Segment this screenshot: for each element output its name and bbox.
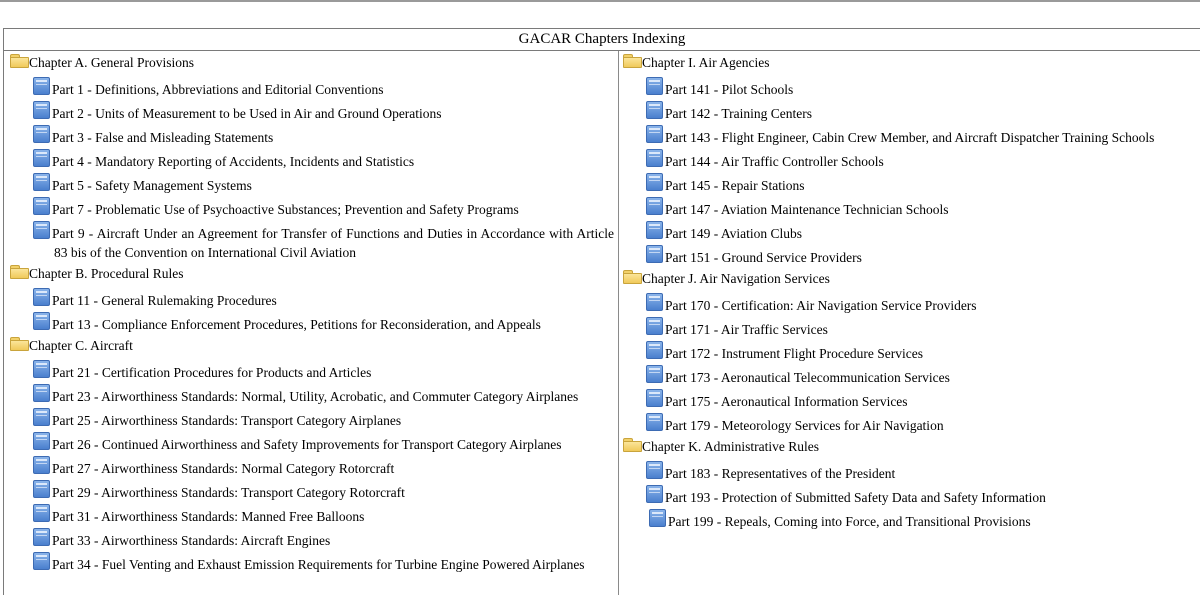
right-column xyxy=(623,51,1200,531)
folder-icon xyxy=(10,54,28,67)
document-icon xyxy=(33,408,50,426)
part-link[interactable] xyxy=(623,291,1200,315)
chapter-title: Chapter A. General Provisions xyxy=(29,55,194,70)
part-title: Part 23 - Airworthiness Standards: Normal, Utility, Acrobatic, and Commuter Category Airplanes xyxy=(52,389,579,404)
part-link[interactable] xyxy=(623,363,1200,387)
document-icon xyxy=(646,293,663,311)
chapter-folder[interactable] xyxy=(623,435,1200,459)
part-link[interactable] xyxy=(623,219,1200,243)
chapter-folder[interactable] xyxy=(623,51,1200,75)
folder-icon xyxy=(10,337,28,350)
part-title: Part 171 - Air Traffic Services xyxy=(665,322,828,337)
part-link[interactable] xyxy=(10,75,614,99)
document-icon xyxy=(33,101,50,119)
part-title: Part 193 - Protection of Submitted Safety Data and Safety Information xyxy=(665,490,1046,505)
document-icon xyxy=(646,149,663,167)
folder-icon xyxy=(623,270,641,283)
part-link[interactable] xyxy=(623,339,1200,363)
column-divider xyxy=(618,51,619,595)
part-link[interactable] xyxy=(10,382,614,406)
part-link[interactable] xyxy=(10,219,614,262)
part-title: Part 27 - Airworthiness Standards: Normal Category Rotorcraft xyxy=(52,461,395,476)
chapter-title: Chapter J. Air Navigation Services xyxy=(642,271,830,286)
chapter-title: Chapter I. Air Agencies xyxy=(642,55,770,70)
part-title: Part 170 - Certification: Air Navigation Service Providers xyxy=(665,298,977,313)
part-title: Part 7 - Problematic Use of Psychoactive Substances; Prevention and Safety Programs xyxy=(52,202,519,217)
part-link[interactable] xyxy=(10,526,614,550)
part-title: Part 31 - Airworthiness Standards: Manned Free Balloons xyxy=(52,509,365,524)
part-link[interactable] xyxy=(10,358,614,382)
part-link[interactable] xyxy=(623,411,1200,435)
part-title: Part 3 - False and Misleading Statements xyxy=(52,130,274,145)
document-icon xyxy=(33,221,50,239)
document-icon xyxy=(33,125,50,143)
part-title: Part 147 - Aviation Maintenance Technician Schools xyxy=(665,202,949,217)
part-link[interactable] xyxy=(623,387,1200,411)
part-link[interactable] xyxy=(10,147,614,171)
document-icon xyxy=(646,245,663,263)
left-column xyxy=(10,51,614,574)
part-link[interactable] xyxy=(623,195,1200,219)
part-link[interactable] xyxy=(10,454,614,478)
document-icon xyxy=(646,173,663,191)
part-title: Part 179 - Meteorology Services for Air Navigation xyxy=(665,418,944,433)
document-icon xyxy=(646,77,663,95)
part-link[interactable] xyxy=(623,243,1200,267)
part-link[interactable] xyxy=(623,507,1200,531)
part-link[interactable] xyxy=(10,502,614,526)
part-title: Part 5 - Safety Management Systems xyxy=(52,178,252,193)
document-icon xyxy=(33,312,50,330)
part-link[interactable] xyxy=(10,123,614,147)
part-title: Part 11 - General Rulemaking Procedures xyxy=(52,293,277,308)
part-link[interactable] xyxy=(623,123,1200,147)
part-link[interactable] xyxy=(10,430,614,454)
part-title: Part 142 - Training Centers xyxy=(665,106,812,121)
part-link[interactable] xyxy=(10,171,614,195)
folder-icon xyxy=(623,438,641,451)
part-title: Part 34 - Fuel Venting and Exhaust Emission Requirements for Turbine Engine Powered Airplanes xyxy=(52,557,585,572)
part-title: Part 143 - Flight Engineer, Cabin Crew Member, and Aircraft Dispatcher Training Schools xyxy=(665,130,1155,145)
document-icon xyxy=(646,413,663,431)
part-title: Part 173 - Aeronautical Telecommunication Services xyxy=(665,370,950,385)
document-icon xyxy=(646,101,663,119)
document-icon xyxy=(646,125,663,143)
document-icon xyxy=(33,384,50,402)
part-title: Part 145 - Repair Stations xyxy=(665,178,805,193)
chapter-title: Chapter C. Aircraft xyxy=(29,338,133,353)
part-link[interactable] xyxy=(623,75,1200,99)
part-title: Part 4 - Mandatory Reporting of Accidents, Incidents and Statistics xyxy=(52,154,415,169)
document-icon xyxy=(646,389,663,407)
part-link[interactable] xyxy=(623,315,1200,339)
part-title: Part 144 - Air Traffic Controller Schools xyxy=(665,154,884,169)
document-icon xyxy=(33,288,50,306)
document-icon xyxy=(33,480,50,498)
chapter-folder[interactable] xyxy=(10,51,614,75)
document-icon xyxy=(33,77,50,95)
chapter-title: Chapter B. Procedural Rules xyxy=(29,266,184,281)
part-link[interactable] xyxy=(10,99,614,123)
part-link[interactable] xyxy=(10,478,614,502)
part-title: Part 149 - Aviation Clubs xyxy=(665,226,802,241)
part-title: Part 175 - Aeronautical Information Services xyxy=(665,394,908,409)
part-link[interactable] xyxy=(623,459,1200,483)
part-title: Part 26 - Continued Airworthiness and Safety Improvements for Transport Category Airplanes xyxy=(52,437,562,452)
chapter-title: Chapter K. Administrative Rules xyxy=(642,439,819,454)
part-link[interactable] xyxy=(623,99,1200,123)
document-icon xyxy=(646,317,663,335)
document-icon xyxy=(33,504,50,522)
document-icon xyxy=(649,509,666,527)
part-title: Part 172 - Instrument Flight Procedure Services xyxy=(665,346,923,361)
part-link[interactable] xyxy=(10,286,614,310)
part-title: Part 151 - Ground Service Providers xyxy=(665,250,862,265)
chapter-folder[interactable] xyxy=(10,334,614,358)
document-icon xyxy=(33,432,50,450)
part-link[interactable] xyxy=(10,550,614,574)
page-title: GACAR Chapters Indexing xyxy=(4,29,1200,51)
document-icon xyxy=(33,173,50,191)
document-icon xyxy=(646,461,663,479)
part-title: Part 9 - Aircraft Under an Agreement for Transfer of Functions and Duties in Accordance with Article 83 bis of the Convention on International Civil Aviation xyxy=(52,226,614,260)
part-title: Part 141 - Pilot Schools xyxy=(665,82,794,97)
part-title: Part 1 - Definitions, Abbreviations and Editorial Conventions xyxy=(52,82,384,97)
document-icon xyxy=(646,365,663,383)
document-icon xyxy=(33,552,50,570)
top-rule xyxy=(0,0,1200,2)
index-table xyxy=(3,28,1200,595)
part-link[interactable] xyxy=(623,483,1200,507)
document-icon xyxy=(646,197,663,215)
index-columns xyxy=(4,51,1200,595)
part-link[interactable] xyxy=(10,195,614,219)
part-link[interactable] xyxy=(623,147,1200,171)
document-icon xyxy=(646,221,663,239)
folder-icon xyxy=(10,265,28,278)
folder-icon xyxy=(623,54,641,67)
part-title: Part 21 - Certification Procedures for Products and Articles xyxy=(52,365,372,380)
document-icon xyxy=(646,341,663,359)
part-link[interactable] xyxy=(623,171,1200,195)
part-link[interactable] xyxy=(10,310,614,334)
part-title: Part 29 - Airworthiness Standards: Transport Category Rotorcraft xyxy=(52,485,405,500)
part-title: Part 25 - Airworthiness Standards: Transport Category Airplanes xyxy=(52,413,402,428)
part-title: Part 199 - Repeals, Coming into Force, and Transitional Provisions xyxy=(668,514,1031,529)
document-icon xyxy=(33,197,50,215)
document-icon xyxy=(33,360,50,378)
part-title: Part 33 - Airworthiness Standards: Aircraft Engines xyxy=(52,533,331,548)
document-icon xyxy=(646,485,663,503)
document-icon xyxy=(33,149,50,167)
part-title: Part 183 - Representatives of the President xyxy=(665,466,896,481)
document-icon xyxy=(33,456,50,474)
part-link[interactable] xyxy=(10,406,614,430)
part-title: Part 2 - Units of Measurement to be Used in Air and Ground Operations xyxy=(52,106,442,121)
chapter-folder[interactable] xyxy=(623,267,1200,291)
chapter-folder[interactable] xyxy=(10,262,614,286)
part-title: Part 13 - Compliance Enforcement Procedures, Petitions for Reconsideration, and Appeals xyxy=(52,317,541,332)
document-icon xyxy=(33,528,50,546)
